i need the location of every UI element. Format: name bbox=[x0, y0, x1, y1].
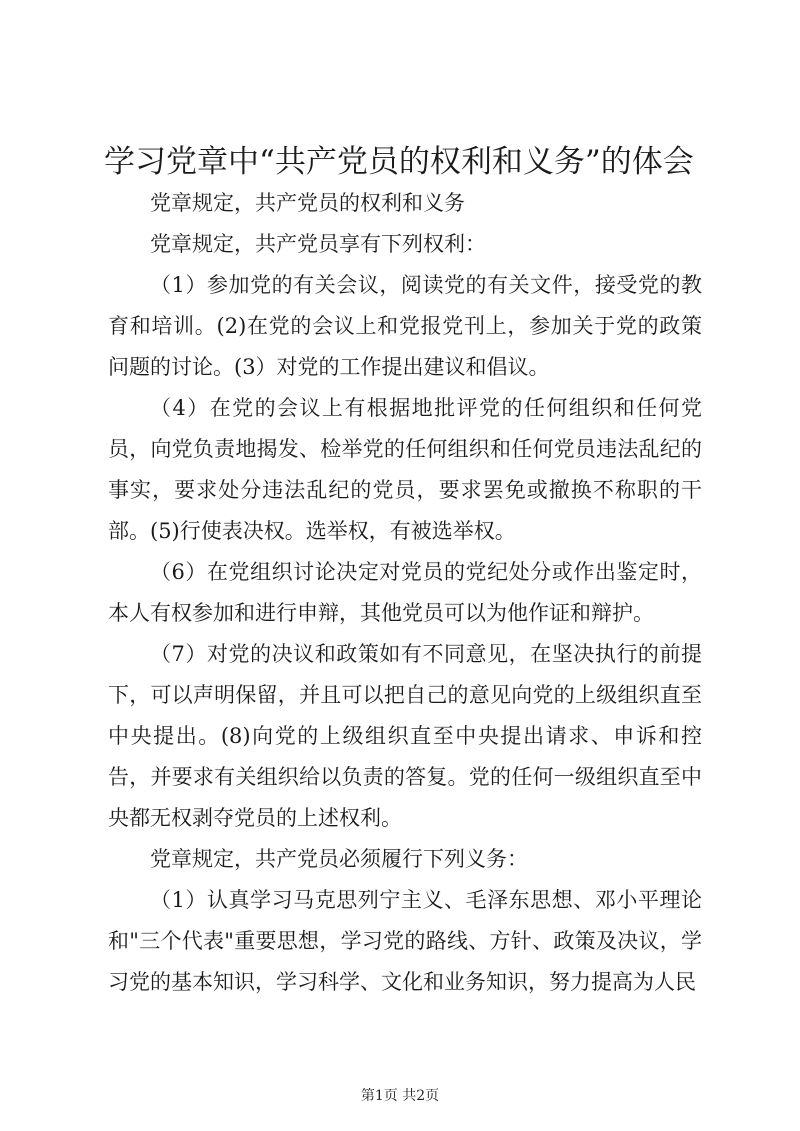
paragraph: （7）对党的决议和政策如有不同意见，在坚决执行的前提下，可以声明保留，并且可以把自己的意见向党的上级组织直至中央提出。(8)向党的上级组织直至中央提出请求、申诉和控告，并要求有关组织给以负责的答复。党的任何一级组织直至中央都无权剥夺党员的上述权利。 bbox=[108, 642, 702, 830]
paragraph: （4）在党的会议上有根据地批评党的任何组织和任何党员，向党负责地揭发、检举党的任何组织和任何党员违法乱纪的事实，要求处分违法乱纪的党员，要求罢免或撤换不称职的干部。(5)行使表决权。选举权，有被选举权。 bbox=[108, 396, 702, 543]
paragraph: 党章规定，共产党员的权利和义务 bbox=[150, 191, 465, 215]
document-body bbox=[108, 183, 702, 1003]
paragraph: （1）参加党的有关会议，阅读党的有关文件，接受党的教育和培训。(2)在党的会议上和党报党刊上，参加关于党的政策问题的讨论。(3）对党的工作提出建议和倡议。 bbox=[108, 273, 702, 379]
paragraph: （6）在党组织讨论决定对党员的党纪处分或作出鉴定时，本人有权参加和进行申辩，其他党员可以为他作证和辩护。 bbox=[108, 560, 702, 625]
paragraph: （1）认真学习马克思列宁主义、毛泽东思想、邓小平理论和"三个代表"重要思想，学习党的路线、方针、政策及决议，学习党的基本知识，学习科学、文化和业务知识，努力提高为人民 bbox=[108, 888, 702, 994]
paragraph: 党章规定，共产党员必须履行下列义务： bbox=[150, 847, 528, 871]
document-title: 学习党章中“共产党员的权利和义务”的体会 bbox=[104, 144, 694, 180]
page-footer: 第1页 共2页 bbox=[360, 1088, 440, 1104]
paragraph: 党章规定，共产党员享有下列权利： bbox=[150, 232, 486, 256]
